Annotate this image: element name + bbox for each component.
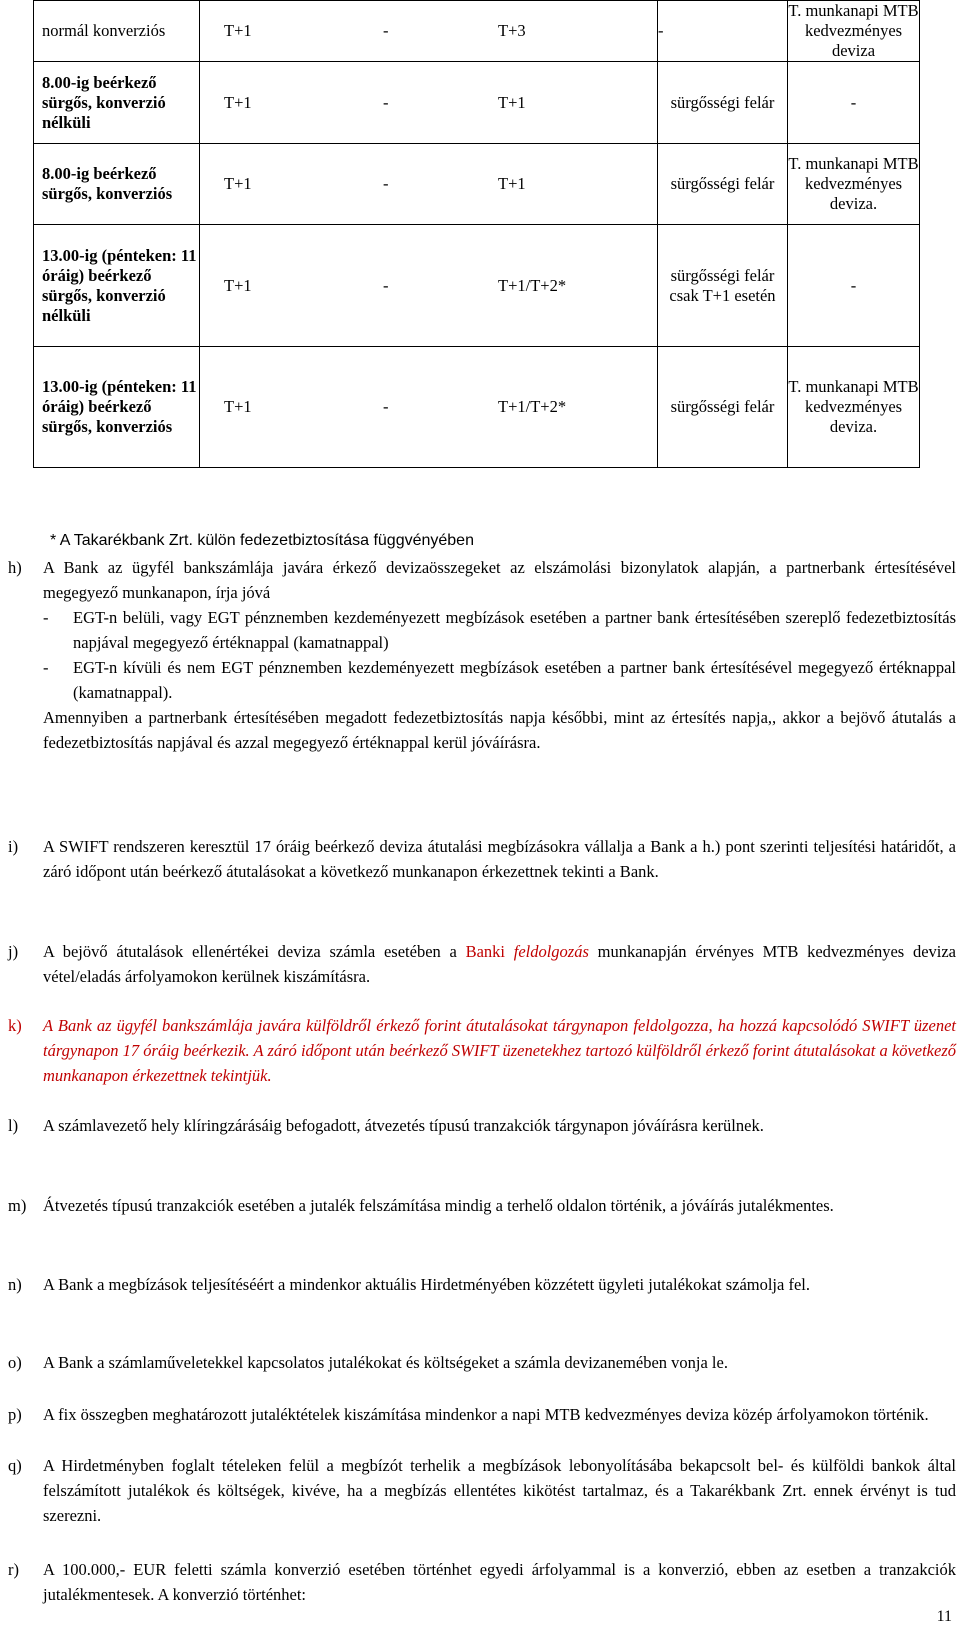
cell-exchange-rate: T. munkanapi MTB kedvezményes deviza. [788,144,920,225]
paragraph-label: k) [8,1016,22,1035]
bullet-item [43,605,956,655]
cell-exchange-rate: - [788,62,920,144]
cell-exchange-rate: T. munkanapi MTB kedvezményes deviza. [788,347,920,468]
paragraph-label: h) [8,558,22,577]
cell-deadline [200,144,658,225]
table-row [34,225,920,347]
highlight-red-italic: feldolgozás [513,942,589,961]
table-row [34,347,920,468]
cell-surcharge: - [658,1,788,62]
paragraph-label: m) [8,1196,27,1215]
cell-deadline [200,1,658,62]
paragraph-text: A Bank a megbízások teljesítéséért a mindenkor aktuális Hirdetményében közzétett ügyleti jutalékokat számolja fel. [43,1275,810,1294]
paragraph-text: A fix összegben meghatározott jutaléktételek kiszámítása mindenkor a napi MTB kedvezményes deviza közép árfolyamokon történik. [43,1405,929,1424]
deadline-from: T+1 [224,174,252,193]
paragraph-label: o) [8,1353,22,1372]
deadline-dash: - [383,92,389,112]
page-number: 11 [936,1608,952,1625]
cell-deadline [200,225,658,347]
deadline-to: T+1 [498,174,526,193]
deadline-from: T+1 [224,21,252,40]
deadline-to: T+1 [498,92,526,112]
paragraph-text: A bejövő átutalások ellenértékei deviza számla esetében a Banki feldolgozás munkanapján érvényes MTB kedvezményes deviza vétel/eladás árfolyamokon kerülnek kiszámításra. [43,942,957,986]
cell-surcharge: sürgősségi felár csak T+1 esetén [658,225,788,347]
cell-surcharge: sürgősségi felár [658,144,788,225]
paragraph-text: A Bank az ügyfél bankszámlája javára külföldről érkező forint átutalásokat tárgynapon feldolgozza, ha hozzá kapcsolódó SWIFT üzenet tárgynapon 17 óráig beérkezik. A záró időpont után beérkező SWIFT üzenetekhez tartozó külföldről érkező forint átutalásokat a következő munkanapon érkezettnek tekintjük. [43,1016,956,1085]
cell-deadline [200,62,658,144]
deadline-from: T+1 [224,275,252,295]
table-footnote: * A Takarékbank Zrt. külön fedezetbiztosítása függvényében [50,532,474,549]
deadline-to: T+1/T+2* [498,397,567,416]
cell-deadline [200,347,658,468]
paragraph-label: r) [8,1560,19,1579]
paragraph-text: A Hirdetményben foglalt tételeken felül a megbízót terhelik a megbízások lebonyolításába bekapcsolt bel- és külföldi bankok által felszámított jutalékok és költségek, kivéve, ha a megbízás ellentétes kikötést tartalmaz, és a Takarékbank Zrt. ennek érvényt is tud szerezni. [43,1456,956,1525]
cell-exchange-rate: - [788,225,920,347]
bullet-item [43,655,956,705]
cell-transfer-type: 13.00-ig (pénteken: 11 óráig) beérkező sürgős, konverziós [34,347,200,468]
bullet-text: EGT-n kívüli és nem EGT pénznemben kezdeményezett megbízások esetében a partner bank értesítésével megegyező értéknappal (kamatnappal). [73,658,956,702]
cell-surcharge: sürgősségi felár [658,62,788,144]
paragraph-label: j) [8,942,19,961]
paragraph-h-closing: Amennyiben a partnerbank értesítésében megadott fedezetbiztosítás napja későbbi, mint az értesítés napja,, akkor a bejövő átutalás a fedezetbiztosítás napjával és azzal megegyező értéknappal kerül jóváírásra. [43,708,956,752]
paragraph-text: A Bank a számlaműveletekkel kapcsolatos jutalékokat és költségeket a számla devizanemében vonja le. [43,1353,728,1372]
deadline-dash: - [383,397,389,416]
paragraph-label: p) [8,1405,22,1424]
cell-surcharge: sürgősségi felár [658,347,788,468]
deadline-from: T+1 [224,92,252,112]
paragraph-text: Átvezetés típusú tranzakciók esetében a jutalék felszámítása mindig a terhelő oldalon történik, a jóváírás jutalékmentes. [43,1196,834,1215]
bullet-text: EGT-n belüli, vagy EGT pénznemben kezdeményezett megbízások esetében a partner bank értesítésében szereplő fedezetbiztosítás napjával megegyező értéknappal (kamatnappal) [73,608,956,652]
paragraph-label: q) [8,1456,22,1475]
cell-transfer-type: normál konverziós [34,1,200,62]
deadline-dash: - [383,174,389,193]
deadline-table-body [34,1,920,468]
cell-transfer-type: 13.00-ig (pénteken: 11 óráig) beérkező sürgős, konverzió nélküli [34,225,200,347]
table-row [34,1,920,62]
deadline-to: T+3 [498,21,526,40]
deadline-dash: - [383,21,389,40]
paragraph-h-intro: A Bank az ügyfél bankszámlája javára érkező devizaösszegeket az elszámolási bizonylatok alapján, a partnerbank értesítésével megegyező munkanapon, írja jóvá [43,558,956,602]
paragraph-text: A 100.000,- EUR feletti számla konverzió esetében történhet egyedi árfolyammal is a konverzió, ebben az esetben a tranzakciók jutalékmentesek. A konverzió történhet: [43,1560,956,1604]
paragraph-label: n) [8,1275,22,1294]
paragraph-text: A számlavezető hely klíringzárásáig befogadott, átvezetés típusú tranzakciók tárgynapon jóváírásra kerülnek. [43,1116,764,1135]
cell-exchange-rate: T. munkanapi MTB kedvezményes deviza [788,1,919,60]
highlight-red: Banki [465,942,505,961]
cell-transfer-type: 8.00-ig beérkező sürgős, konverziós [34,144,200,225]
deadline-dash: - [383,275,389,295]
deadline-to: T+1/T+2* [498,275,567,295]
paragraph-label: i) [8,837,19,856]
paragraph-text: A SWIFT rendszeren keresztül 17 óráig beérkező deviza átutalási megbízásokra vállalja a Bank a h.) pont szerinti teljesítési határidőt, a záró időpont után beérkező átutalásokat a következő munkanapon érkezettnek tekinti a Bank. [43,837,956,881]
deadline-table [33,0,920,468]
bullet-dash: - [43,658,49,677]
bullet-dash: - [43,608,49,627]
table-row [34,144,920,225]
cell-transfer-type: 8.00-ig beérkező sürgős, konverzió nélküli [34,62,200,144]
paragraph-label: l) [8,1116,19,1135]
deadline-from: T+1 [224,397,252,416]
table-row [34,62,920,144]
